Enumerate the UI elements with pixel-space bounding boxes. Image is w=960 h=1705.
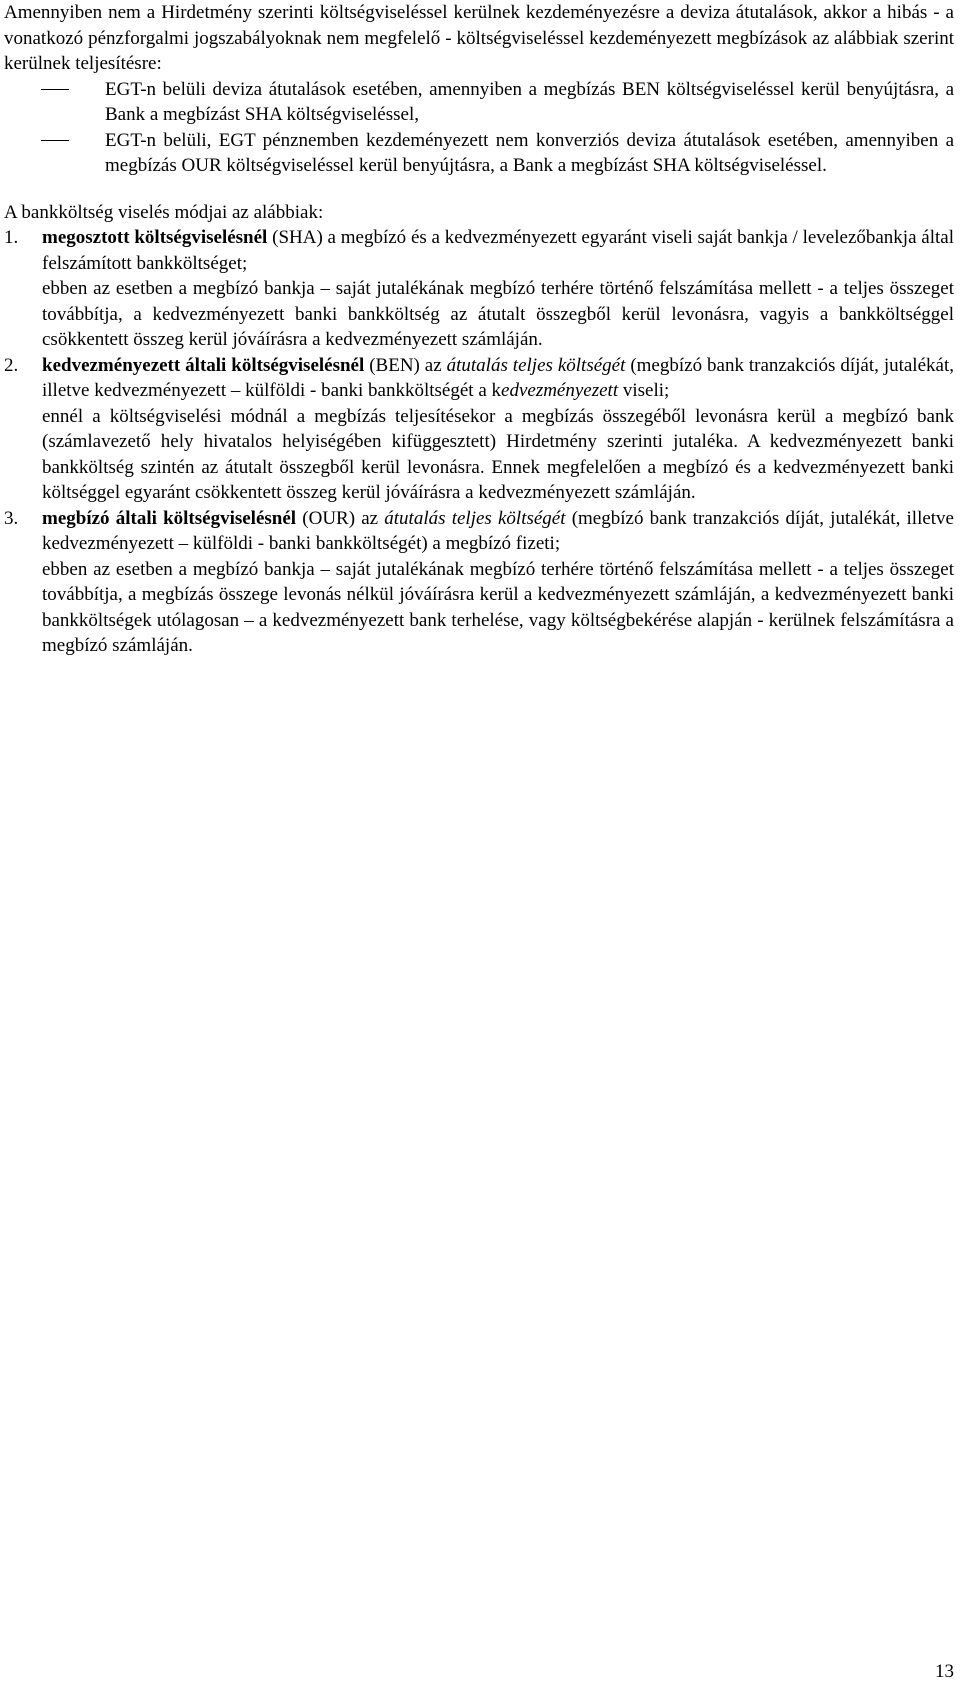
item-number: 1. — [4, 227, 19, 248]
document-page — [4, 0, 954, 659]
numbered-item-1 — [4, 225, 954, 353]
item-bold-term: kedvezményezett általi költségviselésnél — [42, 354, 365, 376]
item-text: viseli; — [618, 380, 670, 401]
numbered-item-3 — [4, 506, 954, 659]
item-number: 2. — [4, 354, 19, 376]
dash-list-item — [4, 77, 954, 128]
item-bold-term: megbízó általi költségviselésnél — [42, 507, 297, 529]
item-second-paragraph: ebben az esetben a megbízó bankja – saját jutalékának megbízó terhére történő felszámítása mellett - a teljes összeget továbbítja, a megbízás összege levonás nélkül jóváírásra kerül a kedvezményezett számláján, a kedvezményezett banki bankköltségek utólagosan – a kedvezményezett bank terhelése, vagy költségbekérése alapján - kerülnek felszámításra a megbízó számláján. — [42, 558, 954, 656]
item-second-paragraph: ebben az esetben a megbízó bankja – saját jutalékának megbízó terhére történő felszámítása mellett - a teljes összeget továbbítja, a kedvezményezett banki bankköltség az átutalt összegből kerül levonásra, vagyis a bankköltséggel csökkentett összeg kerül jóváírásra a kedvezményezett számláján. — [42, 278, 954, 350]
item-second-paragraph: ennél a költségviselési módnál a megbízás teljesítésekor a megbízás összegéből levonásra kerül a megbízó bank (számlavezető hely hivatalos helyiségében kifüggesztett) Hirdetmény szerinti jutaléka. A kedvezményezett banki bankköltség szintén az átutalt összegből kerül levonásra. Ennek megfelelően a megbízó és a kedvezményezett banki költséggel egyaránt csökkentett összeg kerül jóváírásra a kedvezményezett számláján. — [42, 405, 954, 503]
dash-item-text: EGT-n belüli, EGT pénznemben kezdeményezett nem konverziós deviza átutalások esetében, amennyiben a megbízás OUR költségviseléssel kerül benyújtásra, a Bank a megbízást SHA költségviseléssel. — [105, 129, 954, 176]
page-number: 13 — [935, 1661, 954, 1682]
item-first-paragraph — [42, 353, 954, 404]
item-text: (BEN) az — [364, 354, 447, 376]
item-italic-text: átutalás teljes költségét — [446, 354, 626, 376]
item-number: 3. — [4, 507, 19, 529]
dash-list-item — [4, 128, 954, 179]
item-first-paragraph — [42, 506, 954, 557]
item-text: (OUR) az — [296, 507, 385, 529]
item-bold-term: megosztott költségviselésnél — [42, 227, 268, 248]
item-text: (megbízó bank tranzakciós díját, jutalékát, illetve kedvezményezett – külföldi - banki bankköltségét a k — [42, 354, 954, 401]
item-italic-text: edvezményezett — [501, 380, 619, 401]
item-first-paragraph — [42, 225, 954, 276]
methods-heading: A bankköltség viselés módjai az alábbiak: — [4, 201, 324, 223]
item-text: (SHA) a megbízó és a kedvezményezett egyaránt viseli saját bankja / levelezőbankja által felszámított bankköltséget; — [42, 227, 954, 274]
numbered-item-2 — [4, 353, 954, 506]
item-italic-text: átutalás teljes költségét — [384, 507, 566, 529]
dash-item-text: EGT-n belüli deviza átutalások esetében, amennyiben a megbízás BEN költségviseléssel kerül benyújtásra, a Bank a megbízást SHA költségviseléssel, — [105, 78, 954, 125]
intro-paragraph: Amennyiben nem a Hirdetmény szerinti költségviseléssel kerülnek kezdeményezésre a deviza átutalások, akkor a hibás - a vonatkozó pénzforgalmi jogszabályoknak nem megfelelő - költségviseléssel kezdeményezett megbízások az alábbiak szerint kerülnek teljesítésre: — [4, 2, 954, 74]
item-text: (megbízó bank tranzakciós díját, jutalékát, illetve kedvezményezett – külföldi - banki bankköltségét) a megbízó fizeti; — [42, 507, 954, 554]
